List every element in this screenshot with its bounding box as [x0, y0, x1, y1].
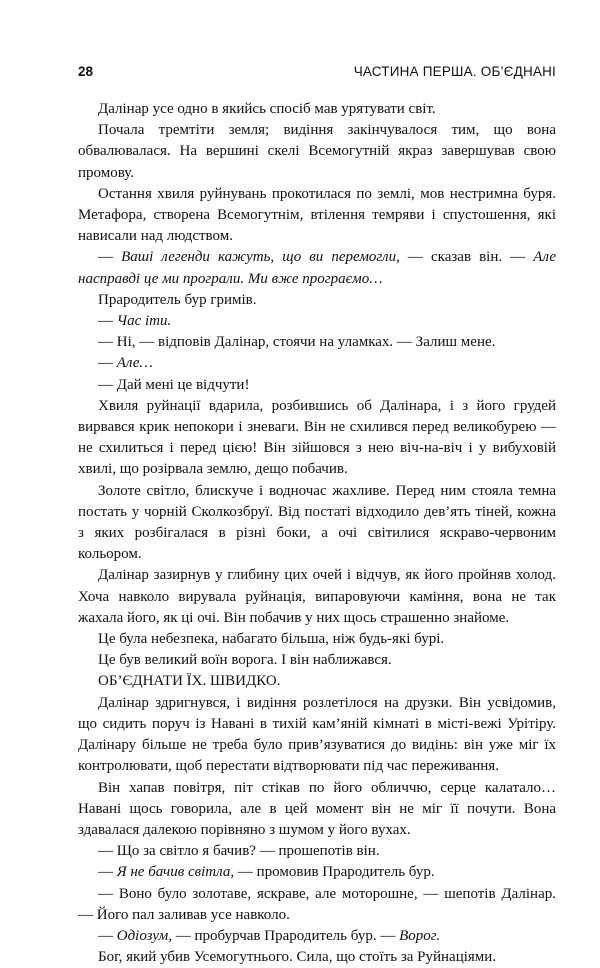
text-run: —: [98, 927, 117, 944]
text-run: Далінар здригнувся, і видіння розлетілося на друзки. Він усвідомив, що сидить поруч із Навані в тихій кам’яній кімнаті в місті-вежі Урітіру. Далінару більше не треба було прив’язуватися до видінь: він уже міг їх контролювати, щоб перестати відтворювати під час переживання.: [78, 694, 556, 775]
text-run: Остання хвиля руйнувань прокотилася по землі, мов нестримна буря. Метафора, створена Всемогутнім, втілення темряви і спустошення, які нависали над людством.: [78, 185, 556, 245]
italic-text: Час іти.: [116, 313, 172, 330]
text-run: — Дай мені це відчути!: [98, 376, 250, 393]
text-run: Далінар усе одно в якийсь спосіб мав урятувати світ.: [98, 101, 436, 117]
paragraph: [78, 332, 556, 353]
paragraph: [78, 650, 556, 671]
text-run: — промовив Прародитель бур.: [234, 864, 435, 881]
paragraph: [78, 565, 556, 629]
paragraph: [78, 693, 556, 778]
running-title: ЧАСТИНА ПЕРША. ОБ’ЄДНАНІ: [353, 64, 556, 79]
paragraph: [78, 481, 556, 566]
page-number: 28: [78, 64, 94, 79]
text-run: Прародитель бур гримів.: [98, 291, 257, 308]
paragraph: [78, 841, 556, 862]
italic-text: Одіозум,: [116, 927, 172, 944]
text-run: Почала тремтіти земля; видіння закінчувалося тим, що вона обвалювалася. На вершині скелі Всемогутній якраз завершував свою промову.: [78, 122, 556, 181]
text-run: — Що за світло я бачив? — прошепотів він.: [98, 843, 380, 860]
paragraph: [78, 247, 556, 289]
italic-text: Я не бачив світла,: [116, 864, 235, 881]
paragraph: [78, 290, 556, 311]
text-run: Хвиля руйнації вдарила, розбившись об Далінара, і з його грудей вирвався крик непокори і зневаги. Він не схилився перед великобурею — не схилиться і перед цією! Він зійшовся з нею віч-на-віч і у вибуховій хвилі, що розірвала землю, дещо побачив.: [78, 397, 556, 478]
paragraph: [78, 629, 556, 650]
text-run: Бог, який убив Усемогутнього. Сила, що стоїть за Руйнаціями.: [98, 949, 497, 966]
text-run: —: [98, 355, 117, 372]
page-header: [78, 64, 556, 79]
italic-text: Ворог.: [399, 927, 441, 944]
paragraph: [78, 862, 556, 883]
paragraph: [78, 375, 556, 396]
italic-text: Але насправді це ми програли. Ми вже програємо…: [78, 249, 557, 287]
italic-text: Ваші легенди кажуть, що ви перемогли,: [121, 249, 400, 266]
paragraph: [78, 884, 556, 926]
paragraph: [78, 778, 556, 842]
paragraph: [78, 926, 556, 947]
text-run: —: [98, 249, 122, 266]
text-run: Це була небезпека, набагато більша, ніж будь-які бурі.: [98, 631, 445, 648]
paragraph: [78, 120, 556, 184]
text-run: Він хапав повітря, піт стікав по його обличчю, серце калатало… Навані щось говорила, але в цей момент він не міг її почути. Вона здавалася далекою порівняно з шумом у його вухах.: [78, 779, 556, 838]
paragraph: [78, 99, 556, 120]
text-run: —: [98, 864, 117, 881]
text-run: Далінар зазирнув у глибину цих очей і відчув, як його пройняв холод. Хоча навколо вирувала руйнація, випаровуючи каміння, вона не так жахала його, як ці очі. Він побачив у них щось страшенно знайоме.: [78, 567, 556, 626]
paragraph: [78, 184, 556, 248]
text-run: Золоте світло, блискуче і водночас жахливе. Перед ним стояла темна постать у чорній Сколкозбруї. Від постаті відходило дев’ять тіней, кожна з яких розбігалася в різні боки, а очі світилися яскраво-червоним кольором.: [78, 482, 556, 563]
paragraph: [78, 396, 556, 481]
paragraph: [78, 353, 556, 374]
text-run: — Ні, — відповів Далінар, стоячи на уламках. — Залиш мене.: [98, 334, 496, 351]
paragraph: [78, 947, 556, 968]
paragraph: [78, 311, 556, 332]
paragraph: [78, 671, 556, 692]
text-run: ОБ’ЄДНАТИ ЇХ. ШВИДКО.: [98, 673, 281, 690]
text-run: — пробурчав Прародитель бур. —: [172, 927, 400, 944]
text-run: — Воно було золотаве, яскраве, але моторошне, — шепотів Далінар. — Його пал заливав усе навколо.: [78, 885, 556, 923]
text-run: Це був великий воїн ворога. І він наближався.: [98, 652, 392, 669]
body-text: [78, 99, 556, 968]
italic-text: Але…: [116, 355, 153, 372]
text-run: — сказав він. —: [399, 249, 534, 266]
text-run: —: [98, 313, 117, 330]
